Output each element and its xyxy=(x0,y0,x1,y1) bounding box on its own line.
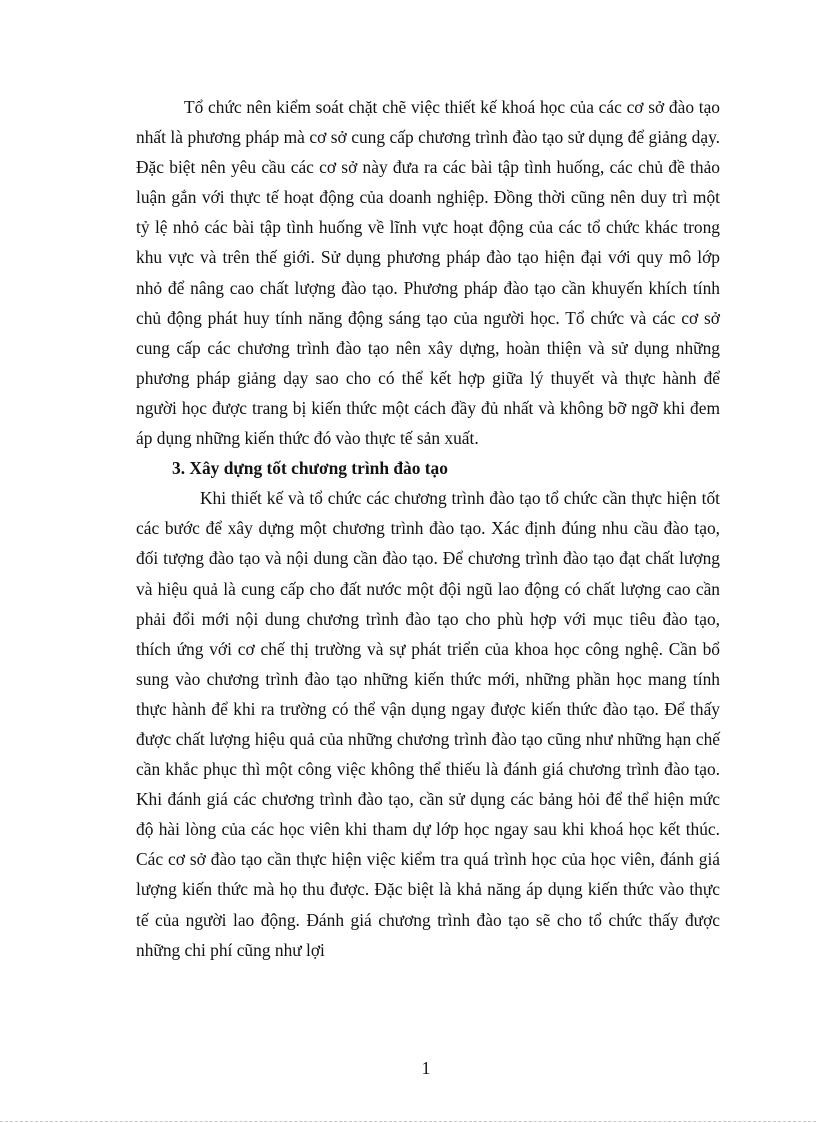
page-boundary xyxy=(0,1121,816,1122)
body-paragraph: Khi thiết kế và tổ chức các chương trình đào tạo tổ chức cần thực hiện tốt các bước để xây dựng một chương trình đào tạo. Xác định đúng nhu cầu đào tạo, đối tượng đào tạo và nội dung cần đào tạo. Để chương trình đào tạo đạt chất lượng và hiệu quả là cung cấp cho đất nước một đội ngũ lao động có chất lượng cao cần phải đổi mới nội dung chương trình đào tạo cho phù hợp với mục tiêu đào tạo, thích ứng với cơ chế thị trường và sự phát triển của khoa học công nghệ. Cần bổ sung vào chương trình đào tạo những kiến thức mới, những phần học mang tính thực hành để khi ra trường có thể vận dụng ngay được kiến thức đào tạo. Để thấy được chất lượng hiệu quả của những chương trình đào tạo cũng như những hạn chế cần khắc phục thì một công việc không thể thiếu là đánh giá chương trình đào tạo. Khi đánh giá các chương trình đào tạo, cần sử dụng các bảng hỏi để thể hiện mức độ hài lòng của các học viên khi tham dự lớp học ngay sau khi khoá học kết thúc. Các cơ sở đào tạo cần thực hiện việc kiểm tra quá trình học của học viên, đánh giá lượng kiến thức mà họ thu được. Đặc biệt là khả năng áp dụng kiến thức vào thực tế của người lao động. Đánh giá chương trình đào tạo sẽ cho tổ chức thấy được những chi phí cũng như lợi xyxy=(136,488,720,960)
body-paragraph: Tổ chức nên kiểm soát chặt chẽ việc thiết kế khoá học của các cơ sở đào tạo nhất là phương pháp mà cơ sở cung cấp chương trình đào tạo sử dụng để giảng dạy. Đặc biệt nên yêu cầu các cơ sở này đưa ra các bài tập tình huống, các chủ đề thảo luận gắn với thực tế hoạt động của doanh nghiệp. Đồng thời cũng nên duy trì một tỷ lệ nhỏ các bài tập tình huống về lĩnh vực hoạt động của các tổ chức khác trong khu vực và trên thế giới. Sử dụng phương pháp đào tạo hiện đại với quy mô lớp nhỏ để nâng cao chất lượng đào tạo. Phương pháp đào tạo cần khuyến khích tính chủ động phát huy tính năng động sáng tạo của người học. Tổ chức và các cơ sở cung cấp các chương trình đào tạo nên xây dựng, hoàn thiện và sử dụng những phương pháp giảng dạy sao cho có thể kết hợp giữa lý thuyết và thực hành để người học được trang bị kiến thức một cách đầy đủ nhất và không bỡ ngỡ khi đem áp dụng những kiến thức đó vào thực tế sản xuất. xyxy=(136,97,720,449)
page-number: 1 xyxy=(421,1058,431,1078)
section-heading: 3. Xây dựng tốt chương trình đào tạo xyxy=(172,458,448,479)
document-body xyxy=(136,92,720,965)
